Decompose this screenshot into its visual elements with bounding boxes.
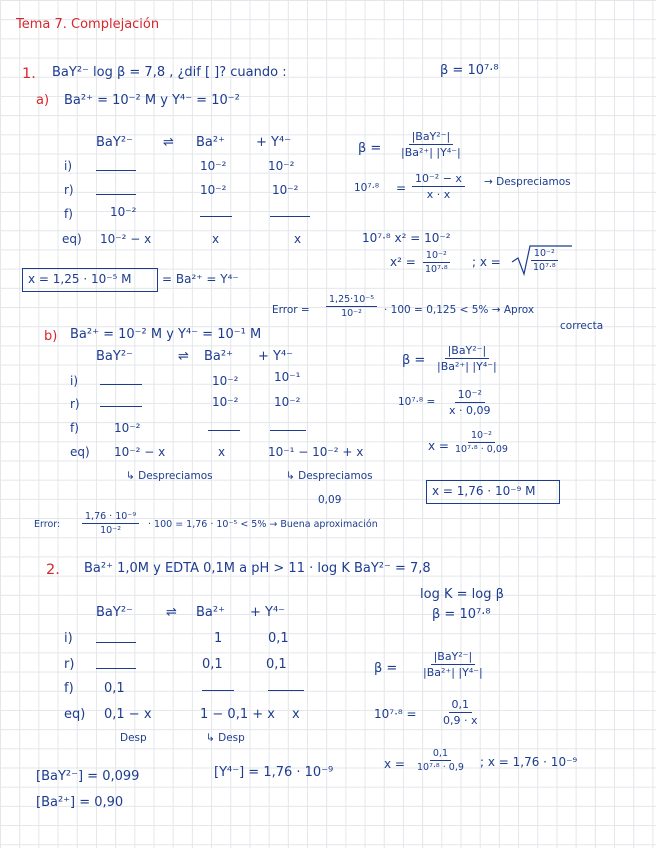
table-b-row-i-metal: 10⁻² (212, 374, 239, 388)
exercise-2-number: 2. (46, 562, 60, 578)
table-2-row-r-metal: 0,1 (202, 657, 223, 672)
part-b-beta-num: |BaY²⁻| (445, 344, 490, 359)
table-a-row-eq-complex: 10⁻² − x (100, 232, 152, 246)
table-2-header-ligand: + Y⁴⁻ (250, 605, 286, 620)
table-2-row-f-label: f) (64, 681, 74, 696)
exercise-2-result-complex: [BaY²⁻] = 0,099 (36, 769, 140, 784)
part-a-error-rest: · 100 = 0,125 < 5% → Aprox (384, 304, 535, 316)
part-b-eq1-fraction (446, 388, 494, 417)
table-a-row-eq-label: eq) (62, 232, 82, 246)
table-a-empty-dash (200, 216, 232, 217)
exercise-2-eq2-num: 0,1 (430, 748, 451, 761)
table-a-header-ligand: + Y⁴⁻ (256, 135, 292, 150)
table-a-row-f-complex: 10⁻² (110, 205, 137, 219)
part-b-eq1-den: x · 0,09 (449, 404, 491, 418)
part-a-beta-fraction (398, 130, 464, 159)
part-a-eq3-num: 10⁻² (423, 250, 450, 263)
table-a-empty-dash (270, 216, 310, 217)
part-a-beta-den: |Ba²⁺| |Y⁴⁻| (401, 146, 461, 160)
part-a-beta-num: |BaY²⁻| (409, 130, 454, 145)
table-2-header-arrow: ⇌ (166, 605, 177, 620)
table-2-row-eq-metal: 1 − 0,1 + x (200, 707, 275, 722)
table-a-row-eq-metal: x (212, 232, 220, 246)
part-b-note-2: ↳ Despreciamos (286, 470, 373, 482)
part-b-error-den: 10⁻² (100, 525, 122, 537)
part-a-result-tail: = Ba²⁺ = Y⁴⁻ (162, 272, 239, 286)
table-a-header-complex: BaY²⁻ (96, 135, 133, 150)
table-b-empty-dash (208, 430, 240, 431)
part-a-error-label: Error = (272, 304, 310, 316)
table-2-header-complex: BaY²⁻ (96, 605, 133, 620)
part-a-eq2: 10⁷·⁸ x² = 10⁻² (362, 231, 451, 245)
part-a-error-den: 10⁻² (341, 308, 362, 320)
exercise-2-beta-den: |Ba²⁺| |Y⁴⁻| (423, 666, 483, 680)
table-2-row-eq-label: eq) (64, 707, 86, 722)
part-a-eq1-lhs: 10⁷·⁸ (354, 182, 380, 194)
exercise-2-desp-1: Desp (120, 732, 147, 744)
part-b-eq1-lhs: 10⁷·⁸ = (398, 396, 436, 408)
part-b-error-fraction (82, 511, 139, 537)
table-2-empty-dash (268, 690, 304, 691)
table-2-empty-dash (202, 690, 234, 691)
part-b-error-label: Error: (34, 519, 61, 530)
part-a-eq3-fraction (422, 250, 451, 276)
exercise-1-beta-value: β = 10⁷·⁸ (440, 63, 499, 78)
exercise-2-beta-fraction (420, 650, 486, 679)
table-a-row-eq-ligand: x (294, 232, 302, 246)
table-b-row-i-ligand: 10⁻¹ (274, 370, 301, 384)
part-b-beta-fraction (434, 344, 500, 373)
table-b-row-eq-metal: x (218, 445, 226, 459)
exercise-2-eq2-den: 10⁷·⁸ · 0,9 (417, 762, 464, 774)
part-b-eq1-num: 10⁻² (455, 388, 485, 403)
table-a-row-i-ligand: 10⁻² (268, 159, 295, 173)
exercise-2-beta-lhs: β = (374, 661, 398, 676)
table-a-row-f-label: f) (64, 207, 73, 221)
part-a-eq3-root-den: 10⁷·⁸ (533, 262, 556, 274)
table-2-row-i-label: i) (64, 631, 73, 646)
table-2-row-r-ligand: 0,1 (266, 657, 287, 672)
table-b-empty-dash (270, 430, 306, 431)
exercise-2-beta-num: |BaY²⁻| (431, 650, 476, 665)
part-a-eq1-equals: = (396, 181, 407, 195)
table-b-empty-dash (100, 406, 142, 407)
part-a-eq3-mid: ; x = (472, 255, 501, 269)
part-a-error-num: 1,25·10⁻⁵ (326, 294, 377, 307)
exercise-2-eq2-fraction (414, 748, 467, 774)
table-b-row-r-ligand: 10⁻² (274, 395, 301, 409)
table-a-row-r-label: r) (64, 183, 74, 197)
part-b-result: x = 1,76 · 10⁻⁹ M (432, 484, 536, 498)
table-2-row-eq-ligand: x (292, 707, 300, 722)
table-b-row-i-label: i) (70, 374, 79, 388)
part-b-eq2-fraction (452, 430, 511, 456)
exercise-2-result-metal: [Ba²⁺] = 0,90 (36, 795, 124, 810)
exercise-2-log-line: log K = log β (420, 587, 504, 602)
part-b-condition: Ba²⁺ = 10⁻² M y Y⁴⁻ = 10⁻¹ M (70, 327, 262, 342)
table-2-row-r-label: r) (64, 657, 75, 672)
part-b-eq2-lhs: x = (428, 439, 449, 453)
exercise-2-eq1-fraction (440, 698, 481, 727)
exercise-2-desp-2: ↳ Desp (206, 732, 245, 744)
part-a-despreciamos-note: → Despreciamos (484, 176, 571, 188)
table-a-header-arrow: ⇌ (163, 135, 174, 150)
table-a-header-metal: Ba²⁺ (196, 135, 225, 150)
table-2-empty-dash (96, 668, 136, 669)
part-b-note-2-value: 0,09 (318, 494, 342, 506)
exercise-2-result-ligand: [Y⁴⁻] = 1,76 · 10⁻⁹ (214, 765, 334, 780)
part-b-eq2-den: 10⁷·⁸ · 0,09 (455, 444, 508, 456)
table-a-row-r-metal: 10⁻² (200, 183, 227, 197)
exercise-2-eq1-den: 0,9 · x (443, 714, 478, 728)
table-a-empty-dash (96, 170, 136, 171)
part-a-eq1-den: x · x (426, 188, 451, 202)
exercise-2-eq1-num: 0,1 (449, 698, 473, 713)
table-b-header-arrow: ⇌ (178, 349, 189, 364)
exercise-2-eq2-rest: ; x = 1,76 · 10⁻⁹ (480, 755, 578, 769)
exercise-1-prompt: BaY²⁻ log β = 7,8 , ¿dif [ ]? cuando : (52, 65, 287, 80)
exercise-2-beta-value: β = 10⁷·⁸ (432, 607, 491, 622)
table-2-row-i-metal: 1 (214, 631, 223, 646)
part-a-eq3-root-fraction (530, 248, 559, 274)
table-2-header-metal: Ba²⁺ (196, 605, 225, 620)
table-b-header-complex: BaY²⁻ (96, 349, 133, 364)
table-2-empty-dash (96, 642, 136, 643)
table-a-row-i-label: i) (64, 159, 73, 173)
table-b-row-f-complex: 10⁻² (114, 421, 141, 435)
part-a-eq3-den: 10⁷·⁸ (425, 264, 448, 276)
part-a-eq1-num: 10⁻² − x (412, 172, 465, 187)
table-2-row-i-ligand: 0,1 (268, 631, 289, 646)
part-a-result: x = 1,25 · 10⁻⁵ M (28, 272, 132, 286)
part-a-eq3-root-num: 10⁻² (531, 248, 558, 261)
part-a-eq1-fraction (412, 172, 465, 201)
part-a-error-correcta: correcta (560, 320, 604, 332)
table-b-header-metal: Ba²⁺ (204, 349, 233, 364)
table-b-row-r-metal: 10⁻² (212, 395, 239, 409)
table-b-row-eq-complex: 10⁻² − x (114, 445, 166, 459)
exercise-1-number: 1. (22, 66, 36, 82)
exercise-2-eq1-lhs: 10⁷·⁸ = (374, 707, 417, 721)
part-a-condition: Ba²⁺ = 10⁻² M y Y⁴⁻ = 10⁻² (64, 93, 240, 108)
part-b-beta-den: |Ba²⁺| |Y⁴⁻| (437, 360, 497, 374)
part-a-label: a) (36, 93, 50, 108)
table-b-empty-dash (100, 384, 142, 385)
exercise-2-prompt: Ba²⁺ 1,0M y EDTA 0,1M a pH > 11 · log K BaY²⁻ = 7,8 (84, 561, 431, 576)
table-b-header-ligand: + Y⁴⁻ (258, 349, 294, 364)
page-title: Tema 7. Complejación (16, 17, 160, 32)
part-a-beta-lhs: β = (358, 141, 382, 156)
table-b-row-r-label: r) (70, 397, 80, 411)
table-b-row-f-label: f) (70, 421, 79, 435)
part-b-error-num: 1,76 · 10⁻⁹ (82, 511, 139, 524)
part-a-error-fraction (326, 294, 377, 320)
table-b-row-eq-ligand: 10⁻¹ − 10⁻² + x (268, 445, 364, 459)
table-2-row-f-complex: 0,1 (104, 681, 125, 696)
part-b-beta-lhs: β = (402, 353, 426, 368)
exercise-2-eq2-lhs: x = (384, 757, 405, 771)
table-2-row-eq-complex: 0,1 − x (104, 707, 152, 722)
table-b-row-eq-label: eq) (70, 445, 90, 459)
table-a-row-i-metal: 10⁻² (200, 159, 227, 173)
part-b-note-1: ↳ Despreciamos (126, 470, 213, 482)
part-b-label: b) (44, 329, 58, 344)
table-a-empty-dash (96, 194, 136, 195)
part-b-eq2-num: 10⁻² (468, 430, 495, 443)
table-a-row-r-ligand: 10⁻² (272, 183, 299, 197)
part-a-eq3-lhs: x² = (390, 255, 416, 269)
part-b-error-rest: · 100 = 1,76 · 10⁻⁵ < 5% → Buena aproximación (148, 519, 378, 530)
